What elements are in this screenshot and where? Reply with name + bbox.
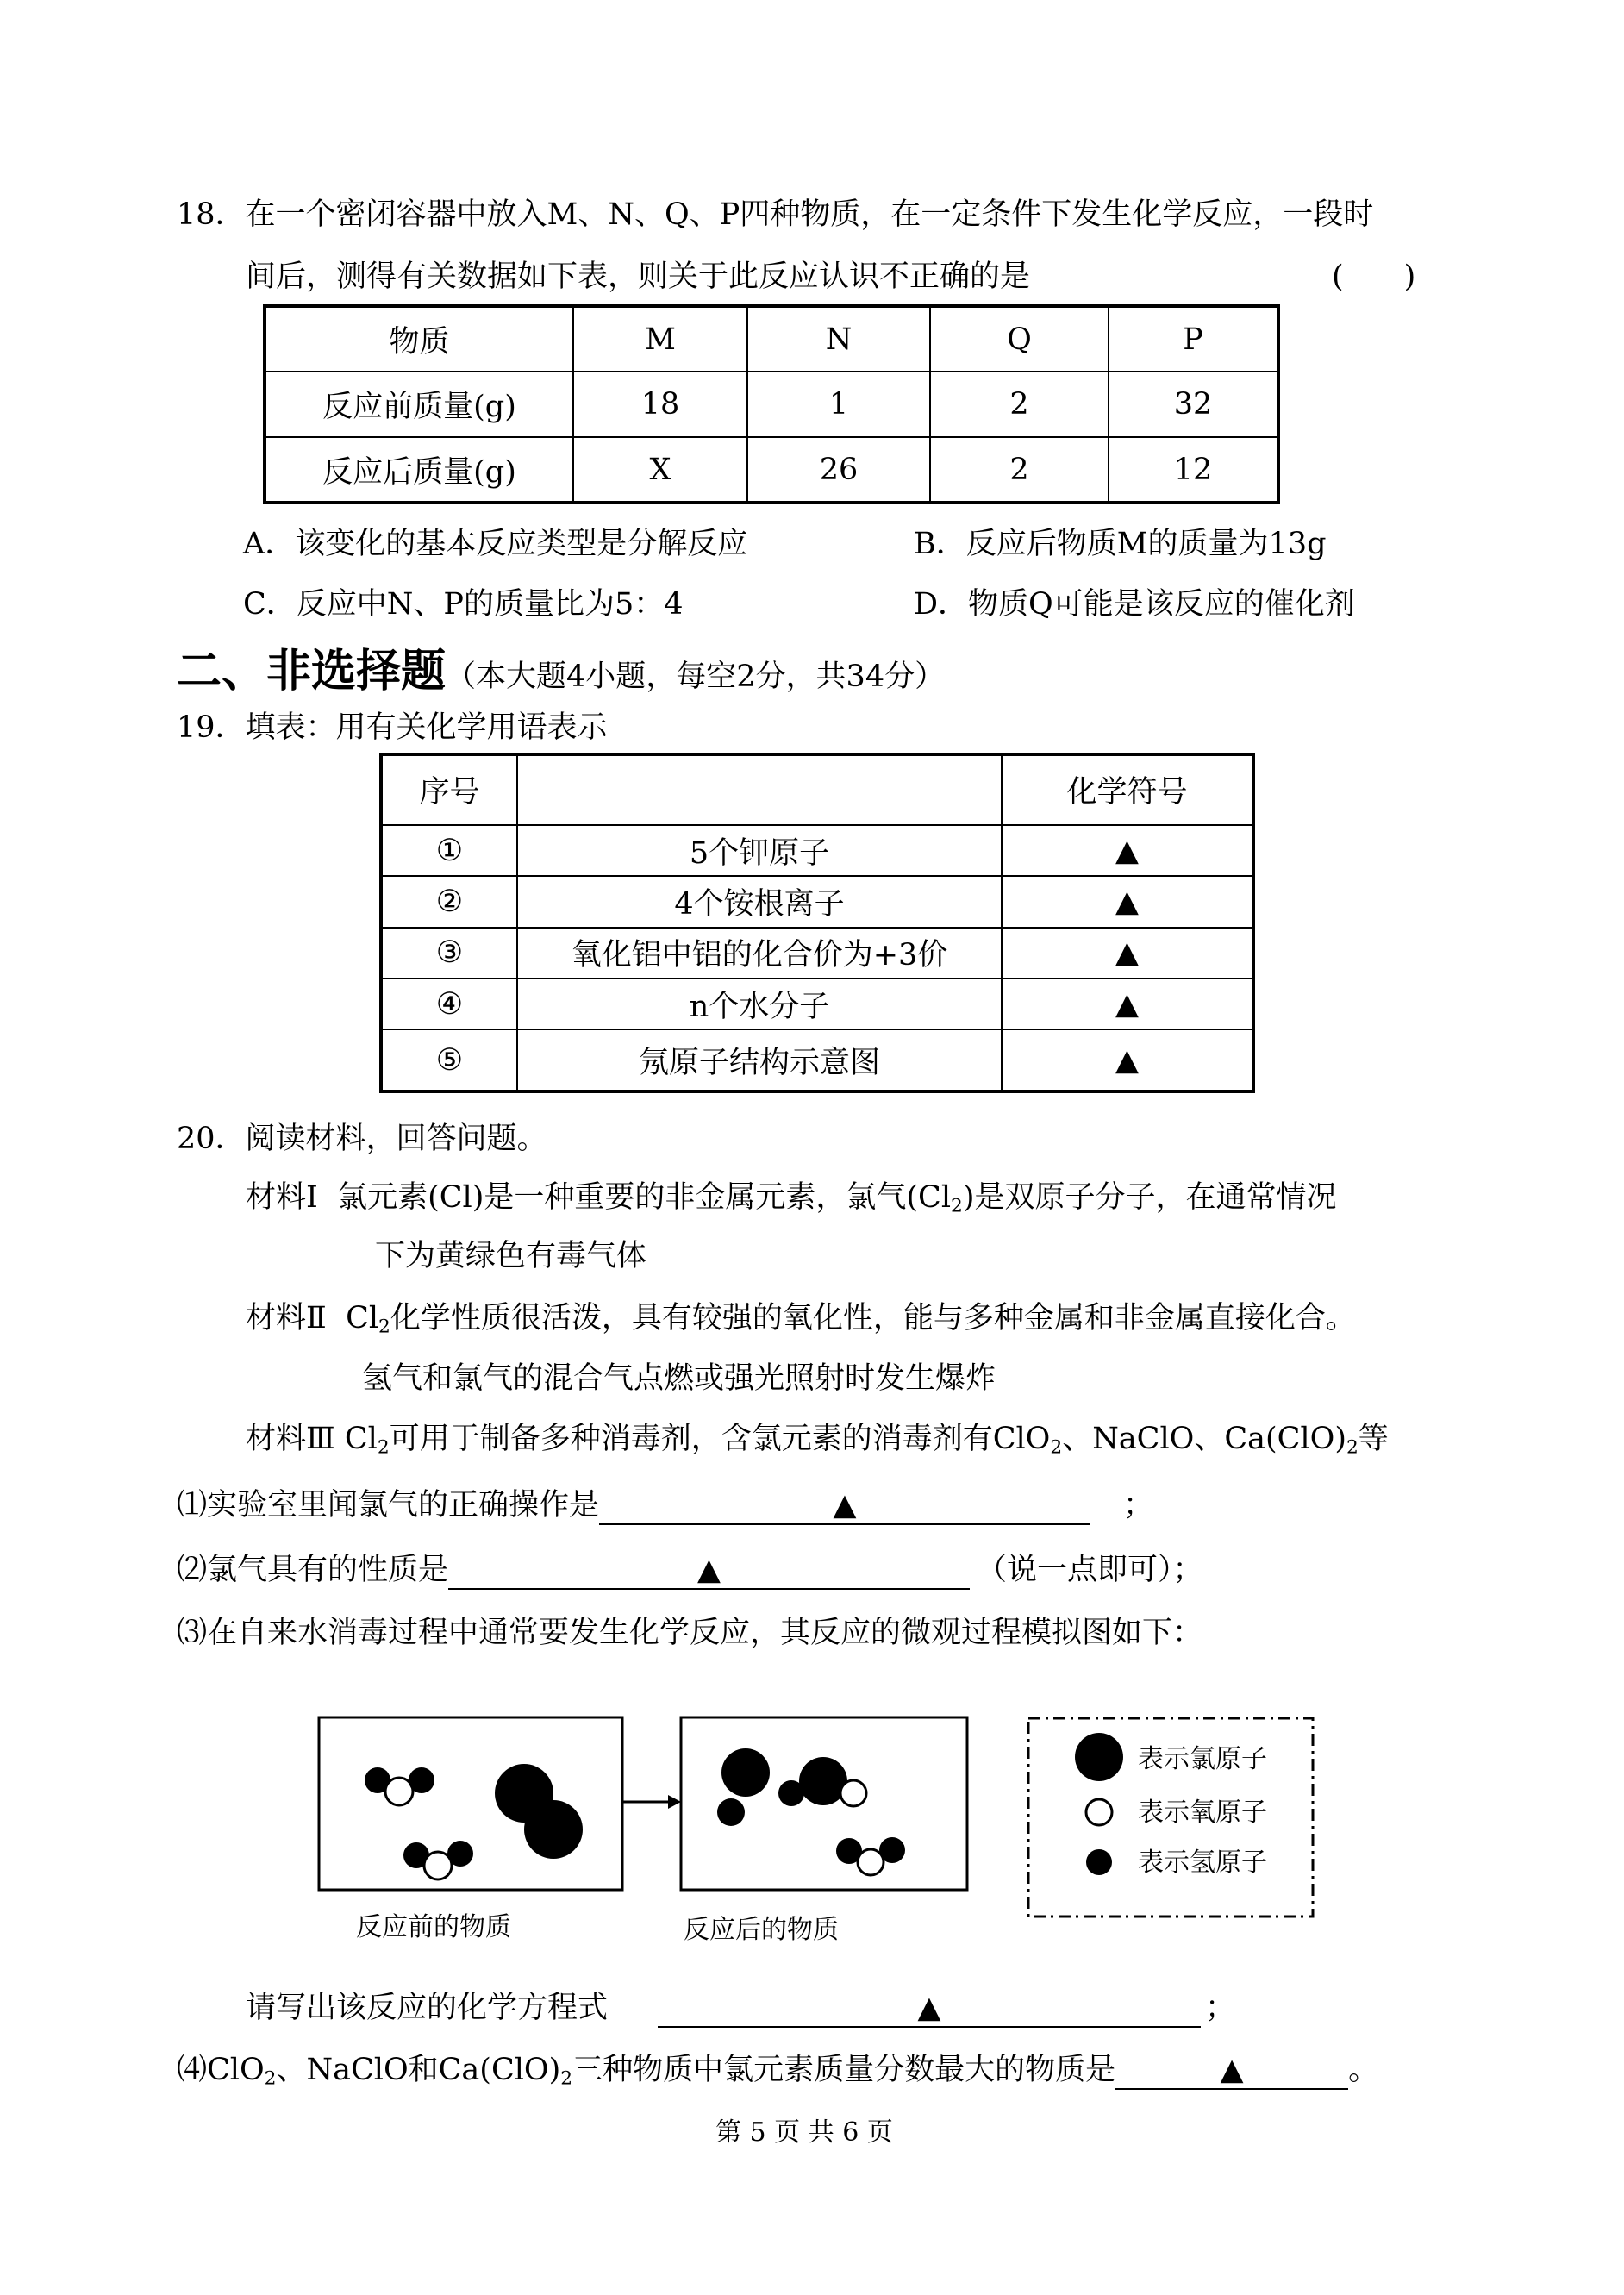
material-text: 等 bbox=[1358, 1422, 1389, 1456]
material-label: 材料Ⅲ bbox=[246, 1422, 335, 1456]
table-cell: ② bbox=[381, 876, 517, 927]
material-text: Cl bbox=[344, 1422, 378, 1456]
q18-stem-line2: 间后，测得有关数据如下表，则关于此反应认识不正确的是 bbox=[246, 260, 1031, 294]
question-text: ⑵氯气具有的性质是 bbox=[177, 1553, 449, 1587]
material-text: 化学性质很活泼，具有较强的氧化性，能与多种金属和非金属直接化合。 bbox=[390, 1301, 1356, 1335]
hydrogen-atom bbox=[717, 1798, 745, 1826]
table-row bbox=[381, 1029, 1253, 1091]
table-header-row bbox=[381, 754, 1253, 825]
material-1-line2: 下为黄绿色有毒气体 bbox=[375, 1239, 647, 1273]
q18-stem-line1: 18．在一个密闭容器中放入M、N、Q、P四种物质，在一定条件下发生化学反应，一段时 bbox=[177, 197, 1374, 232]
table-cell: 2 bbox=[930, 437, 1109, 503]
answer-marker: ▲ bbox=[1220, 2053, 1244, 2087]
punctuation: 。 bbox=[1348, 2053, 1379, 2087]
table-header-row bbox=[265, 306, 1278, 372]
q20-part3: ⑶在自来水消毒过程中通常要发生化学反应，其反应的微观过程模拟图如下： bbox=[177, 1616, 1203, 1650]
answer-marker: ▲ bbox=[1002, 825, 1253, 876]
subscript: 2 bbox=[951, 1195, 963, 1217]
oxygen-atom-legend-icon bbox=[1086, 1799, 1112, 1825]
table-row bbox=[265, 437, 1278, 503]
table-cell: 1 bbox=[747, 372, 930, 437]
table-cell: 4个铵根离子 bbox=[517, 876, 1002, 927]
table-header-cell: 物质 bbox=[265, 306, 573, 372]
q18-option-d: D．物质Q可能是该反应的催化剂 bbox=[914, 587, 1355, 622]
q20-part1 bbox=[177, 1487, 1153, 1525]
q20-stem: 20．阅读材料，回答问题。 bbox=[177, 1122, 547, 1156]
table-header-cell: 序号 bbox=[381, 754, 517, 825]
table-row bbox=[265, 372, 1278, 437]
question-text: 请写出该反应的化学方程式 bbox=[246, 1991, 609, 2025]
section-title: 二、非选择题 bbox=[177, 646, 447, 697]
material-text: )是双原子分子，在通常情况 bbox=[962, 1180, 1337, 1215]
question-text: ⑴实验室里闻氯气的正确操作是 bbox=[177, 1488, 600, 1523]
table-header-cell bbox=[517, 754, 1002, 825]
answer-blank[interactable] bbox=[448, 1552, 970, 1590]
punctuation: （说一点即可）； bbox=[977, 1553, 1203, 1587]
material-text: 、NaClO、Ca(ClO) bbox=[1062, 1422, 1346, 1456]
material-3 bbox=[246, 1421, 1389, 1459]
hydrogen-atom bbox=[879, 1837, 905, 1863]
oxygen-atom bbox=[424, 1852, 452, 1879]
q18-option-b: B．反应后物质M的质量为13g bbox=[914, 527, 1327, 561]
material-text: 可用于制备多种消毒剂，含氯元素的消毒剂有ClO bbox=[389, 1422, 1051, 1456]
answer-marker: ▲ bbox=[917, 1991, 941, 2025]
q18-option-a: A．该变化的基本反应类型是分解反应 bbox=[243, 527, 748, 561]
table-header-cell: N bbox=[747, 306, 930, 372]
table-row bbox=[381, 979, 1253, 1029]
question-text: ⑷ClO bbox=[177, 2053, 265, 2087]
hydrogen-atom bbox=[409, 1767, 434, 1793]
section-note: （本大题4小题，每空2分，共34分） bbox=[446, 660, 946, 694]
material-text: Cl bbox=[346, 1301, 379, 1335]
reaction-diagram bbox=[310, 1716, 1327, 1948]
table-cell: 32 bbox=[1109, 372, 1278, 437]
table-cell: 18 bbox=[573, 372, 747, 437]
subscript: 2 bbox=[378, 1316, 390, 1338]
table-cell: 氖原子结构示意图 bbox=[517, 1029, 1002, 1091]
question-text: 、NaClO和Ca(ClO) bbox=[276, 2053, 561, 2087]
q20-part4 bbox=[177, 2052, 1378, 2090]
answer-marker: ▲ bbox=[833, 1488, 857, 1523]
material-label: 材料Ⅱ bbox=[246, 1301, 327, 1335]
material-text: 氯元素(Cl)是一种重要的非金属元素，氯气(Cl bbox=[337, 1180, 952, 1215]
chlorine-atom bbox=[721, 1748, 770, 1797]
hydrogen-atom bbox=[447, 1841, 473, 1867]
q18-data-table bbox=[263, 304, 1280, 504]
chlorine-atom-legend-icon bbox=[1075, 1733, 1123, 1781]
after-label: 反应后的物质 bbox=[684, 1915, 839, 1945]
subscript: 2 bbox=[264, 2067, 277, 2090]
legend-label: 表示氧原子 bbox=[1138, 1798, 1267, 1828]
subscript: 2 bbox=[1346, 1436, 1359, 1459]
hydrogen-atom-legend-icon bbox=[1086, 1849, 1112, 1875]
table-cell: X bbox=[573, 437, 747, 503]
table-header-cell: M bbox=[573, 306, 747, 372]
q19-answer-table bbox=[379, 753, 1255, 1093]
oxygen-atom bbox=[840, 1780, 866, 1806]
material-2-line2: 氢气和氯气的混合气点燃或强光照射时发生爆炸 bbox=[362, 1361, 996, 1396]
material-2 bbox=[246, 1300, 1356, 1338]
table-cell: ④ bbox=[381, 979, 517, 1029]
table-cell: n个水分子 bbox=[517, 979, 1002, 1029]
table-row bbox=[381, 825, 1253, 876]
answer-blank[interactable] bbox=[599, 1487, 1090, 1525]
table-cell: 反应后质量(g) bbox=[265, 437, 573, 503]
table-row bbox=[381, 928, 1253, 979]
table-cell: 12 bbox=[1109, 437, 1278, 503]
table-cell: ③ bbox=[381, 928, 517, 979]
q19-stem: 19．填表：用有关化学用语表示 bbox=[177, 710, 608, 745]
answer-marker: ▲ bbox=[1002, 979, 1253, 1029]
question-text: 三种物质中氯元素质量分数最大的物质是 bbox=[572, 2053, 1116, 2087]
punctuation: ； bbox=[1205, 1991, 1236, 2025]
before-label: 反应前的物质 bbox=[356, 1912, 511, 1942]
chlorine-atom bbox=[524, 1800, 583, 1859]
table-cell: ① bbox=[381, 825, 517, 876]
answer-marker: ▲ bbox=[1002, 876, 1253, 927]
table-cell: 反应前质量(g) bbox=[265, 372, 573, 437]
table-row bbox=[381, 876, 1253, 927]
table-cell: 5个钾原子 bbox=[517, 825, 1002, 876]
table-cell: 26 bbox=[747, 437, 930, 503]
material-1 bbox=[246, 1179, 1336, 1217]
table-header-cell: 化学符号 bbox=[1002, 754, 1253, 825]
q18-option-c: C．反应中N、P的质量比为5：4 bbox=[243, 587, 684, 622]
arrow-head-icon bbox=[668, 1795, 681, 1809]
section-heading bbox=[177, 645, 945, 698]
answer-marker: ▲ bbox=[697, 1553, 721, 1587]
answer-marker: ▲ bbox=[1002, 928, 1253, 979]
table-cell: ⑤ bbox=[381, 1029, 517, 1091]
subscript: 2 bbox=[560, 2067, 573, 2090]
q18-answer-paren: ( ) bbox=[1332, 260, 1416, 294]
table-header-cell: Q bbox=[930, 306, 1109, 372]
table-cell: 2 bbox=[930, 372, 1109, 437]
subscript: 2 bbox=[1050, 1436, 1063, 1459]
q20-part3-ask bbox=[246, 1990, 1235, 2028]
q20-part2 bbox=[177, 1552, 1203, 1590]
answer-marker: ▲ bbox=[1002, 1029, 1253, 1091]
before-box bbox=[319, 1717, 622, 1890]
legend-label: 表示氯原子 bbox=[1138, 1744, 1267, 1774]
answer-blank[interactable] bbox=[1115, 2052, 1348, 2090]
subscript: 2 bbox=[377, 1436, 390, 1459]
answer-blank[interactable] bbox=[658, 1990, 1201, 2028]
page-footer: 第 5 页 共 6 页 bbox=[715, 2117, 893, 2148]
material-label: 材料Ⅰ bbox=[246, 1180, 318, 1215]
table-header-cell: P bbox=[1109, 306, 1278, 372]
table-cell: 氧化铝中铝的化合价为+3价 bbox=[517, 928, 1002, 979]
legend-label: 表示氢原子 bbox=[1138, 1848, 1267, 1878]
punctuation: ； bbox=[1123, 1488, 1154, 1523]
